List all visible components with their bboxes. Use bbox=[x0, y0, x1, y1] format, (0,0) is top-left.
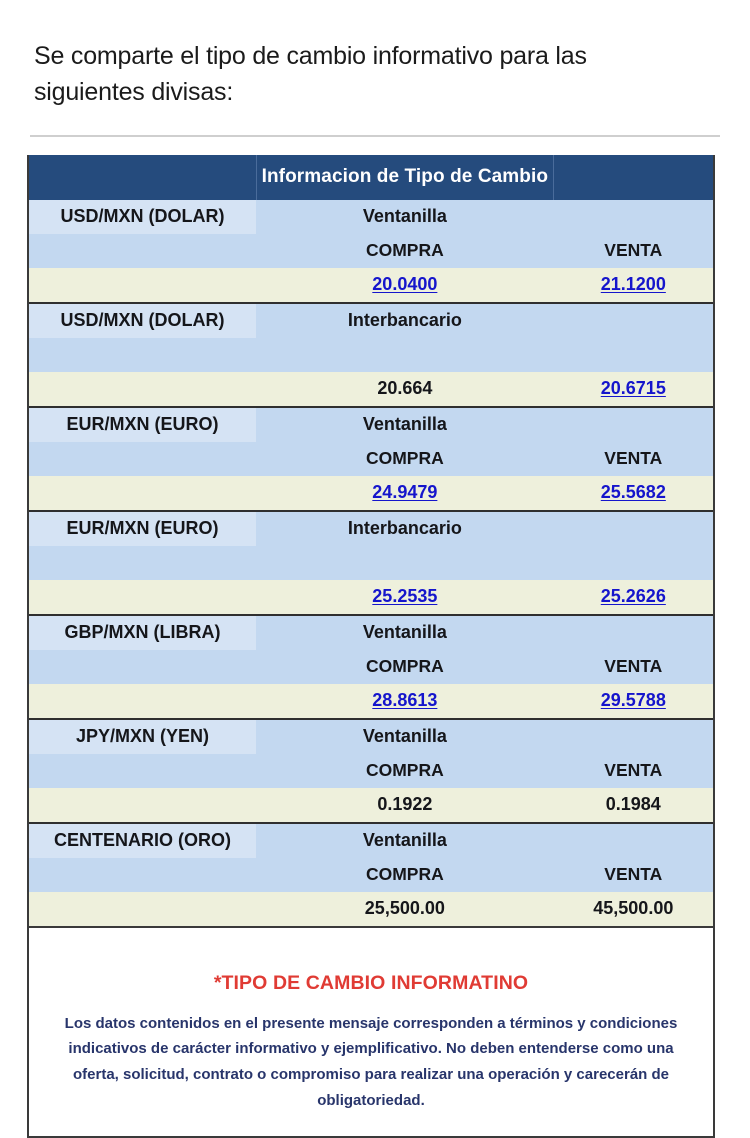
currency-pair-label: GBP/MXN (LIBRA) bbox=[29, 615, 256, 650]
row-spacer-cell bbox=[554, 200, 713, 234]
column-header-venta: VENTA bbox=[554, 754, 713, 788]
currency-pair-label: CENTENARIO (ORO) bbox=[29, 823, 256, 858]
market-type-label: Interbancario bbox=[256, 303, 554, 338]
table-row bbox=[29, 268, 713, 303]
table-title: Informacion de Tipo de Cambio bbox=[256, 155, 554, 200]
column-header-compra: COMPRA bbox=[256, 754, 554, 788]
row-spacer-cell bbox=[29, 268, 256, 303]
row-spacer-cell bbox=[29, 892, 256, 926]
table-header-spacer-right bbox=[554, 155, 713, 200]
table-row bbox=[29, 407, 713, 442]
sell-rate-value bbox=[554, 892, 713, 926]
column-header-compra: COMPRA bbox=[256, 442, 554, 476]
buy-rate-value[interactable] bbox=[256, 268, 554, 303]
row-spacer-cell bbox=[554, 407, 713, 442]
market-type-label: Ventanilla bbox=[256, 615, 554, 650]
table-row bbox=[29, 476, 713, 511]
currency-pair-label: JPY/MXN (YEN) bbox=[29, 719, 256, 754]
sell-rate-text: 21.1200 bbox=[600, 274, 666, 294]
market-type-label: Interbancario bbox=[256, 511, 554, 546]
column-header-venta: VENTA bbox=[554, 858, 713, 892]
table-row bbox=[29, 858, 713, 892]
row-spacer-cell bbox=[29, 372, 256, 407]
buy-rate-value[interactable] bbox=[256, 684, 554, 719]
buy-rate-value[interactable] bbox=[256, 476, 554, 511]
disclaimer-text: Los datos contenidos en el presente mensaje corresponden a términos y condiciones indicativos de carácter informativo y ejemplificativo. No deben entenderse como una oferta, solicitud, contrato o compromiso para realizar una operación y carecerán de obligatoriedad. bbox=[64, 1014, 678, 1109]
row-spacer-cell bbox=[29, 234, 256, 268]
column-header-compra: COMPRA bbox=[256, 858, 554, 892]
sell-rate-text: 25.5682 bbox=[600, 482, 666, 502]
table-header-row bbox=[29, 155, 713, 200]
table-row bbox=[29, 892, 713, 926]
row-spacer-cell bbox=[554, 823, 713, 858]
table-body bbox=[29, 200, 713, 926]
buy-rate-value bbox=[256, 892, 554, 926]
table-header bbox=[29, 155, 713, 200]
table-row bbox=[29, 650, 713, 684]
table-row bbox=[29, 684, 713, 719]
column-header-compra: COMPRA bbox=[256, 234, 554, 268]
row-spacer-cell bbox=[29, 442, 256, 476]
row-spacer-cell bbox=[554, 303, 713, 338]
currency-pair-label: EUR/MXN (EURO) bbox=[29, 407, 256, 442]
buy-rate-text: 25.2535 bbox=[372, 586, 438, 606]
buy-rate-text: 28.8613 bbox=[372, 690, 438, 710]
sell-rate-value[interactable] bbox=[554, 268, 713, 303]
currency-pair-label: USD/MXN (DOLAR) bbox=[29, 200, 256, 234]
sell-rate-text: 29.5788 bbox=[600, 690, 666, 710]
column-header-venta: VENTA bbox=[554, 442, 713, 476]
disclaimer-title: *TIPO DE CAMBIO INFORMATINO bbox=[213, 971, 529, 994]
buy-rate-text: 24.9479 bbox=[372, 482, 438, 502]
row-spacer-cell bbox=[256, 546, 554, 580]
row-spacer-cell bbox=[29, 754, 256, 788]
row-spacer-cell bbox=[554, 546, 713, 580]
sell-rate-value[interactable] bbox=[554, 580, 713, 615]
sell-rate-value[interactable] bbox=[554, 476, 713, 511]
sell-rate-value[interactable] bbox=[554, 684, 713, 719]
table-row bbox=[29, 303, 713, 338]
table-row bbox=[29, 234, 713, 268]
sell-rate-value bbox=[554, 788, 713, 823]
row-spacer-cell bbox=[29, 684, 256, 719]
table-row bbox=[29, 580, 713, 615]
currency-pair-label: EUR/MXN (EURO) bbox=[29, 511, 256, 546]
table-row bbox=[29, 200, 713, 234]
currency-pair-label: USD/MXN (DOLAR) bbox=[29, 303, 256, 338]
exchange-rate-table bbox=[29, 155, 713, 926]
row-spacer-cell bbox=[554, 615, 713, 650]
row-spacer-cell bbox=[554, 719, 713, 754]
row-spacer-cell bbox=[554, 511, 713, 546]
table-row bbox=[29, 754, 713, 788]
sell-rate-text: 20.6715 bbox=[600, 378, 666, 398]
buy-rate-text: 0.1922 bbox=[377, 794, 433, 814]
sell-rate-value[interactable] bbox=[554, 372, 713, 407]
exchange-rate-table-container bbox=[27, 155, 715, 928]
sell-rate-text: 25.2626 bbox=[600, 586, 666, 606]
table-row bbox=[29, 338, 713, 372]
row-spacer-cell bbox=[29, 650, 256, 684]
table-row bbox=[29, 511, 713, 546]
table-row bbox=[29, 615, 713, 650]
section-divider bbox=[30, 135, 720, 137]
row-spacer-cell bbox=[29, 788, 256, 823]
row-spacer-cell bbox=[554, 338, 713, 372]
row-spacer-cell bbox=[29, 476, 256, 511]
buy-rate-text: 25,500.00 bbox=[364, 898, 445, 918]
column-header-venta: VENTA bbox=[554, 650, 713, 684]
row-spacer-cell bbox=[256, 338, 554, 372]
disclaimer-section bbox=[27, 928, 715, 1138]
row-spacer-cell bbox=[29, 546, 256, 580]
sell-rate-text: 45,500.00 bbox=[593, 898, 674, 918]
column-header-compra: COMPRA bbox=[256, 650, 554, 684]
market-type-label: Ventanilla bbox=[256, 407, 554, 442]
row-spacer-cell bbox=[29, 580, 256, 615]
buy-rate-value[interactable] bbox=[256, 580, 554, 615]
table-row bbox=[29, 788, 713, 823]
buy-rate-value bbox=[256, 372, 554, 407]
buy-rate-text: 20.0400 bbox=[372, 274, 438, 294]
market-type-label: Ventanilla bbox=[256, 719, 554, 754]
table-row bbox=[29, 546, 713, 580]
row-spacer-cell bbox=[29, 858, 256, 892]
sell-rate-text: 0.1984 bbox=[605, 794, 661, 814]
market-type-label: Ventanilla bbox=[256, 200, 554, 234]
column-header-venta: VENTA bbox=[554, 234, 713, 268]
market-type-label: Ventanilla bbox=[256, 823, 554, 858]
table-row bbox=[29, 442, 713, 476]
table-row bbox=[29, 823, 713, 858]
table-row bbox=[29, 719, 713, 754]
table-header-spacer-left bbox=[29, 155, 256, 200]
buy-rate-value bbox=[256, 788, 554, 823]
page-title: Se comparte el tipo de cambio informativo para las siguientes divisas: bbox=[34, 42, 587, 107]
buy-rate-text: 20.664 bbox=[377, 378, 433, 398]
table-row bbox=[29, 372, 713, 407]
row-spacer-cell bbox=[29, 338, 256, 372]
